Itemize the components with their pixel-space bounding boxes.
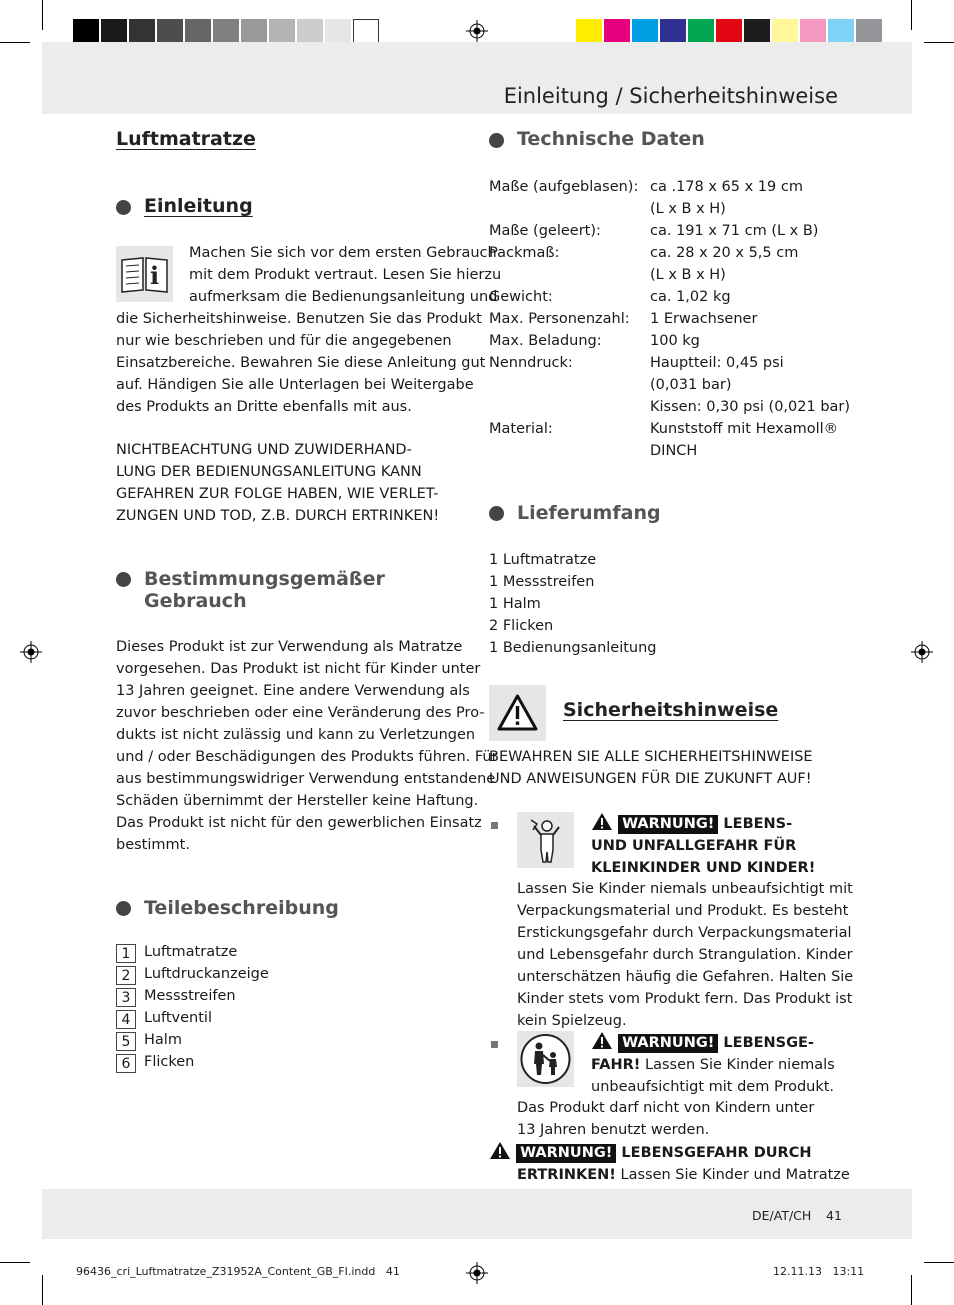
spec-label: Material: — [489, 421, 553, 437]
part-label: Messstreifen — [144, 988, 236, 1004]
warning-small-icon — [591, 1031, 613, 1050]
part-number: 6 — [116, 1054, 136, 1073]
crop-mark — [911, 1275, 912, 1305]
warning-2-title: WARNUNG! LEBENSGE- FAHR! Lassen Sie Kinder niemals unbeaufsichtigt mit dem Produkt. — [591, 1031, 835, 1098]
supervision-icon — [517, 1031, 574, 1087]
locale-label: DE/AT/CH — [752, 1208, 812, 1223]
section-bullet-icon — [489, 133, 504, 148]
product-title: Luftmatratze — [116, 128, 256, 150]
part-number: 1 — [116, 944, 136, 963]
warning-1-title: WARNUNG! LEBENS- UND UNFALLGEFAHR FÜR KLEINKINDER UND KINDER! — [591, 812, 815, 879]
heading-parts: Teilebeschreibung — [144, 897, 339, 919]
crop-mark — [924, 1262, 954, 1263]
section-bullet-icon — [489, 506, 504, 521]
list-item: 1 Luftmatratze — [489, 552, 597, 568]
section-bullet-icon — [116, 200, 131, 215]
part-label: Halm — [144, 1032, 182, 1048]
crop-mark — [911, 0, 912, 30]
registration-mark-icon — [20, 641, 42, 663]
warning-badge: WARNUNG! — [618, 1034, 718, 1053]
crop-mark — [924, 42, 954, 43]
part-number: 3 — [116, 988, 136, 1007]
section-bullet-icon — [116, 901, 131, 916]
spec-value: ca. 1,02 kg — [650, 289, 731, 305]
page-number: 41 — [826, 1208, 842, 1223]
svg-text:i: i — [150, 261, 160, 290]
spec-value: ca .178 x 65 x 19 cm (L x B x H) — [650, 179, 803, 217]
crop-mark — [0, 1262, 30, 1263]
page-title: Einleitung / Sicherheitshinweise — [503, 84, 838, 108]
warning-badge: WARNUNG! — [618, 815, 718, 834]
child-hazard-icon — [517, 812, 574, 868]
warning-small-icon — [489, 1141, 511, 1160]
intro-text: die Sicherheitshinweise. Benutzen Sie das Produkt nur wie beschrieben und für die angegebenen Einsatzbereiche. Bewahren Sie diese Anleitung gut auf. Händigen Sie alle Unterlagen bei Weitergabe des Produkts an Dritte ebenfalls mit aus. — [116, 311, 486, 415]
list-bullet-icon — [491, 1041, 498, 1048]
heading-delivery: Lieferumfang — [517, 502, 661, 524]
spec-value: 1 Erwachsener — [650, 311, 758, 327]
heading-tech-data: Technische Daten — [517, 128, 705, 150]
part-number: 2 — [116, 966, 136, 985]
list-item: 1 Messstreifen — [489, 574, 595, 590]
warning-2-text: Das Produkt darf nicht von Kindern unter 13 Jahren benutzt werden. — [517, 1100, 815, 1138]
warning-1-text: Lassen Sie Kinder niemals unbeaufsichtigt mit Verpackungsmaterial und Produkt. Es besteht Erstickungsgefahr durch Verpackungsmaterial und Lebensgefahr durch Strangulation. Kinder unterschätzen häufig die Gefahren. Halten Sie Kinder stets vom Produkt fern. Das Produkt ist kein Spielzeug. — [517, 881, 854, 1029]
intro-warning-caps: NICHTBEACHTUNG UND ZUWIDERHAND- LUNG DER BEDIENUNGSANLEITUNG KANN GEFAHREN ZUR FOLGE HABEN, WIE VERLET- ZUNGEN UND TOD, Z.B. DURCH ERTRINKEN! — [116, 442, 440, 524]
crop-mark — [42, 1275, 43, 1305]
spec-label: Packmaß: — [489, 245, 560, 261]
warning-small-icon — [591, 812, 613, 831]
spec-value: 100 kg — [650, 333, 700, 349]
spec-value: Hauptteil: 0,45 psi (0,031 bar) Kissen: 0,30 psi (0,021 bar) — [650, 355, 851, 415]
heading-intended-use: Bestimmungsgemäßer Gebrauch — [144, 568, 385, 612]
warning-triangle-icon — [489, 685, 546, 741]
safety-caps-notice: BEWAHREN SIE ALLE SICHERHEITSHINWEISE UND ANWEISUNGEN FÜR DIE ZUKUNFT AUF! — [489, 749, 813, 787]
spec-value: ca. 28 x 20 x 5,5 cm (L x B x H) — [650, 245, 799, 283]
slug-filename: 96436_cri_Luftmatratze_Z31952A_Content_GB_FI.indd 41 — [76, 1265, 400, 1278]
spec-label: Maße (geleert): — [489, 223, 601, 239]
list-item: 2 Flicken — [489, 618, 554, 634]
registration-mark-icon — [466, 1262, 488, 1284]
warning-badge: WARNUNG! — [516, 1144, 616, 1163]
part-label: Luftventil — [144, 1010, 212, 1026]
part-label: Luftmatratze — [144, 944, 238, 960]
intended-use-text: Dieses Produkt ist zur Verwendung als Matratze vorgesehen. Das Produkt ist nicht für Kinder unter 13 Jahren geeignet. Eine andere Verwendung als zuvor beschrieben oder eine Veränderung des Pro- dukts ist nicht zulässig und kann zu Verletzungen und / oder Beschädigungen des Produkts führen. Für aus bestimmungswidriger Verwendung entstandene Schäden übernimmt der Hersteller keine Haftung. Das Produkt ist nicht für den gewerblichen Einsatz bestimmt. — [116, 639, 498, 853]
spec-label: Maße (aufgeblasen): — [489, 179, 639, 195]
delivery-list — [489, 549, 657, 659]
list-item: 1 Bedienungsanleitung — [489, 640, 657, 656]
spec-label: Max. Personenzahl: — [489, 311, 630, 327]
registration-mark-icon — [911, 641, 933, 663]
heading-safety: Sicherheitshinweise — [563, 699, 779, 721]
list-bullet-icon — [491, 822, 498, 829]
heading-einleitung: Einleitung — [144, 195, 253, 217]
slug-date: 12.11.13 13:11 — [773, 1265, 865, 1278]
part-number: 4 — [116, 1010, 136, 1029]
spec-label: Gewicht: — [489, 289, 553, 305]
list-item: 1 Halm — [489, 596, 541, 612]
crop-mark — [0, 42, 30, 43]
part-label: Flicken — [144, 1054, 195, 1070]
intro-text-wrapped: Machen Sie sich vor dem ersten Gebrauch mit dem Produkt vertraut. Lesen Sie hierzu aufmerksam die Bedienungsanleitung und — [189, 245, 502, 305]
registration-mark-icon — [466, 20, 488, 42]
section-bullet-icon — [116, 572, 131, 587]
crop-mark — [42, 0, 43, 30]
part-label: Luftdruckanzeige — [144, 966, 269, 982]
part-number: 5 — [116, 1032, 136, 1051]
spec-label: Max. Beladung: — [489, 333, 602, 349]
spec-label: Nenndruck: — [489, 355, 573, 371]
warning-3: WARNUNG! LEBENSGEFAHR DURCH ERTRINKEN! Lassen Sie Kinder und Matratze — [489, 1141, 850, 1186]
spec-value: Kunststoff mit Hexamoll® DINCH — [650, 421, 839, 459]
spec-value: ca. 191 x 71 cm (L x B) — [650, 223, 819, 239]
info-book-icon — [116, 246, 173, 302]
